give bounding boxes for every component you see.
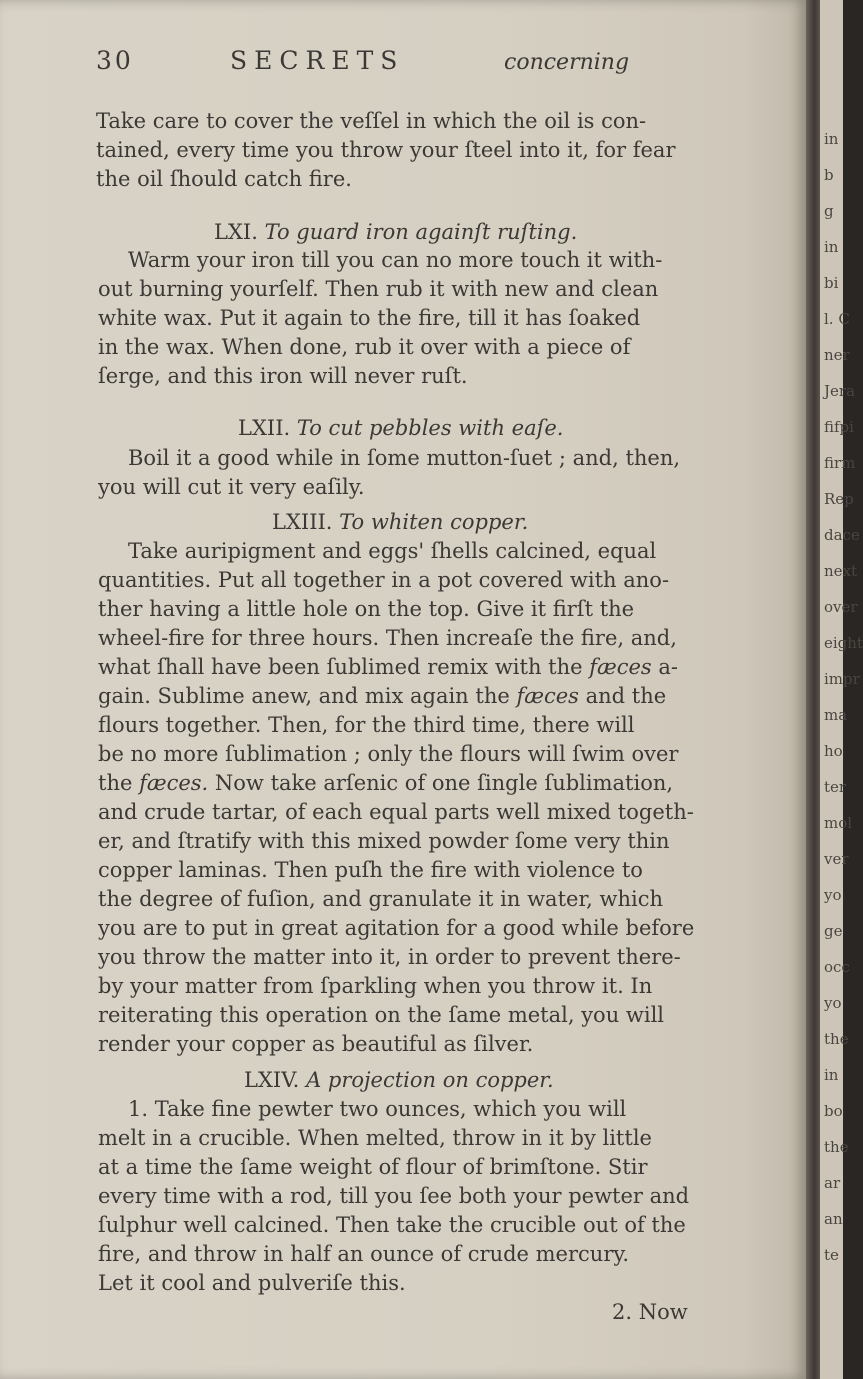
- catchword: 2. Now: [612, 1300, 688, 1324]
- facing-page-fragment: l. C: [824, 310, 850, 328]
- text-line: flours together. Then, for the third time, there will: [98, 713, 635, 737]
- section-title: To cut pebbles with eaſe.: [296, 416, 564, 440]
- facing-page-fragment: eight: [824, 634, 863, 652]
- facing-page-fragment: ge: [824, 922, 843, 940]
- text-run: a-: [651, 655, 678, 679]
- section-title: To guard iron againſt ruſting.: [264, 220, 578, 244]
- section-numeral: LXIII.: [272, 510, 333, 534]
- facing-page-fragment: firm: [824, 454, 856, 472]
- section-numeral: LXIV.: [244, 1068, 300, 1092]
- text-line: quantities. Put all together in a pot covered with ano-: [98, 568, 670, 592]
- text-line: the degree of fuſion, and granulate it in water, which: [98, 887, 664, 911]
- running-subtitle: concerning: [504, 50, 630, 75]
- section-heading-62: [238, 414, 563, 443]
- facing-page-fragment: yo: [824, 994, 842, 1012]
- facing-page-fragment: bi: [824, 274, 839, 292]
- text-line: by your matter from ſparkling when you throw it. In: [98, 974, 653, 998]
- text-line: every time with a rod, till you ſee both your pewter and: [98, 1184, 690, 1208]
- text-line: ther having a little hole on the top. Give it firſt the: [98, 597, 635, 621]
- text-run: and the: [578, 684, 667, 708]
- facing-page-fragment: in: [824, 238, 839, 256]
- section-heading-64: [244, 1066, 554, 1095]
- text-line: tained, every time you throw your ſteel into it, for fear: [96, 138, 676, 162]
- text-line: be no more ſublimation ; only the flours will ſwim over: [98, 742, 679, 766]
- facing-page-fragment: impr: [824, 670, 860, 688]
- page-number: 30: [96, 46, 134, 75]
- facing-page-fragment: the: [824, 1138, 849, 1156]
- text-line: copper laminas. Then puſh the fire with violence to: [98, 858, 643, 882]
- facing-page-fragment: an: [824, 1210, 843, 1228]
- facing-page-fragment: ver: [824, 850, 849, 868]
- facing-page-fragment: mol: [824, 814, 853, 832]
- text-line: at a time the ſame weight of flour of brimſtone. Stir: [98, 1155, 648, 1179]
- facing-page-fragment: fifpi: [824, 418, 854, 436]
- running-title: SECRETS: [230, 46, 405, 75]
- italic-run: fæces: [589, 655, 652, 679]
- text-line: wheel-fire for three hours. Then increaſe the fire, and,: [98, 626, 677, 650]
- facing-page-fragment: occ: [824, 958, 850, 976]
- facing-page-fragment: in: [824, 1066, 839, 1084]
- text-line: out burning yourſelf. Then rub it with new and clean: [98, 277, 659, 301]
- text-line: you are to put in great agitation for a good while before: [98, 916, 695, 940]
- text-line: [98, 682, 666, 711]
- text-run: the: [98, 771, 140, 795]
- text-line: [98, 653, 678, 682]
- text-line: Warm your iron till you can no more touch it with-: [128, 248, 663, 272]
- text-line: Let it cool and pulveriſe this.: [98, 1271, 406, 1295]
- text-run: what ſhall have been ſublimed remix with the: [98, 655, 590, 679]
- facing-page-fragment: ho: [824, 742, 843, 760]
- section-title: To whiten copper.: [339, 510, 529, 534]
- text-line: fire, and throw in half an ounce of crude mercury.: [98, 1242, 630, 1266]
- text-line: 1. Take fine pewter two ounces, which you will: [128, 1097, 627, 1121]
- text-line: and crude tartar, of each equal parts well mixed togeth-: [98, 800, 694, 824]
- text-line: [98, 769, 673, 798]
- text-line: ſerge, and this iron will never ruſt.: [98, 364, 468, 388]
- text-line: you throw the matter into it, in order to prevent there-: [98, 945, 681, 969]
- text-line: Take auripigment and eggs' ſhells calcined, equal: [128, 539, 657, 563]
- facing-page-fragment: in: [824, 130, 839, 148]
- facing-page-fragment: ma: [824, 706, 848, 724]
- section-title: A projection on copper.: [306, 1068, 554, 1092]
- facing-page-fragment: next: [824, 562, 858, 580]
- facing-page-fragment: yo: [824, 886, 842, 904]
- italic-run: fæces: [516, 684, 579, 708]
- text-line: ſulphur well calcined. Then take the crucible out of the: [98, 1213, 686, 1237]
- section-numeral: LXII.: [238, 416, 291, 440]
- text-line: reiterating this operation on the ſame metal, you will: [98, 1003, 665, 1027]
- text-line: render your copper as beautiful as ſilver.: [98, 1032, 534, 1056]
- facing-page-fragment: bo: [824, 1102, 843, 1120]
- text-run: gain. Sublime anew, and mix again the: [98, 684, 517, 708]
- section-heading-61: [214, 218, 577, 247]
- facing-page-edge: [820, 0, 863, 1379]
- facing-page-fragment: g: [824, 202, 834, 220]
- facing-page-fragment: b: [824, 166, 834, 184]
- text-line: you will cut it very eaſily.: [98, 475, 365, 499]
- facing-page-fragment: ter: [824, 778, 847, 796]
- italic-run: fæces.: [139, 771, 209, 795]
- section-numeral: LXI.: [214, 220, 258, 244]
- text-line: white wax. Put it again to the fire, till it has ſoaked: [98, 306, 641, 330]
- text-line: in the wax. When done, rub it over with a piece of: [98, 335, 631, 359]
- facing-page-fragment: Rep: [824, 490, 854, 508]
- facing-page-fragment: Jera: [824, 382, 856, 400]
- facing-page-fragment: the: [824, 1030, 849, 1048]
- text-line: er, and ſtratify with this mixed powder ſome very thin: [98, 829, 670, 853]
- facing-page-fragment: dace: [824, 526, 860, 544]
- facing-page-fragment: ner: [824, 346, 850, 364]
- text-line: Take care to cover the veſſel in which the oil is con-: [96, 109, 647, 133]
- text-line: Boil it a good while in ſome mutton-ſuet ; and, then,: [128, 446, 681, 470]
- section-heading-63: [272, 508, 528, 537]
- book-gutter: [806, 0, 820, 1379]
- facing-page-fragment: over: [824, 598, 858, 616]
- text-run: Now take arſenic of one ſingle ſublimation,: [208, 771, 674, 795]
- facing-page-fragment: ar: [824, 1174, 841, 1192]
- text-line: melt in a crucible. When melted, throw in it by little: [98, 1126, 652, 1150]
- text-line: the oil ſhould catch fire.: [96, 167, 352, 191]
- facing-page-fragment: te: [824, 1246, 839, 1264]
